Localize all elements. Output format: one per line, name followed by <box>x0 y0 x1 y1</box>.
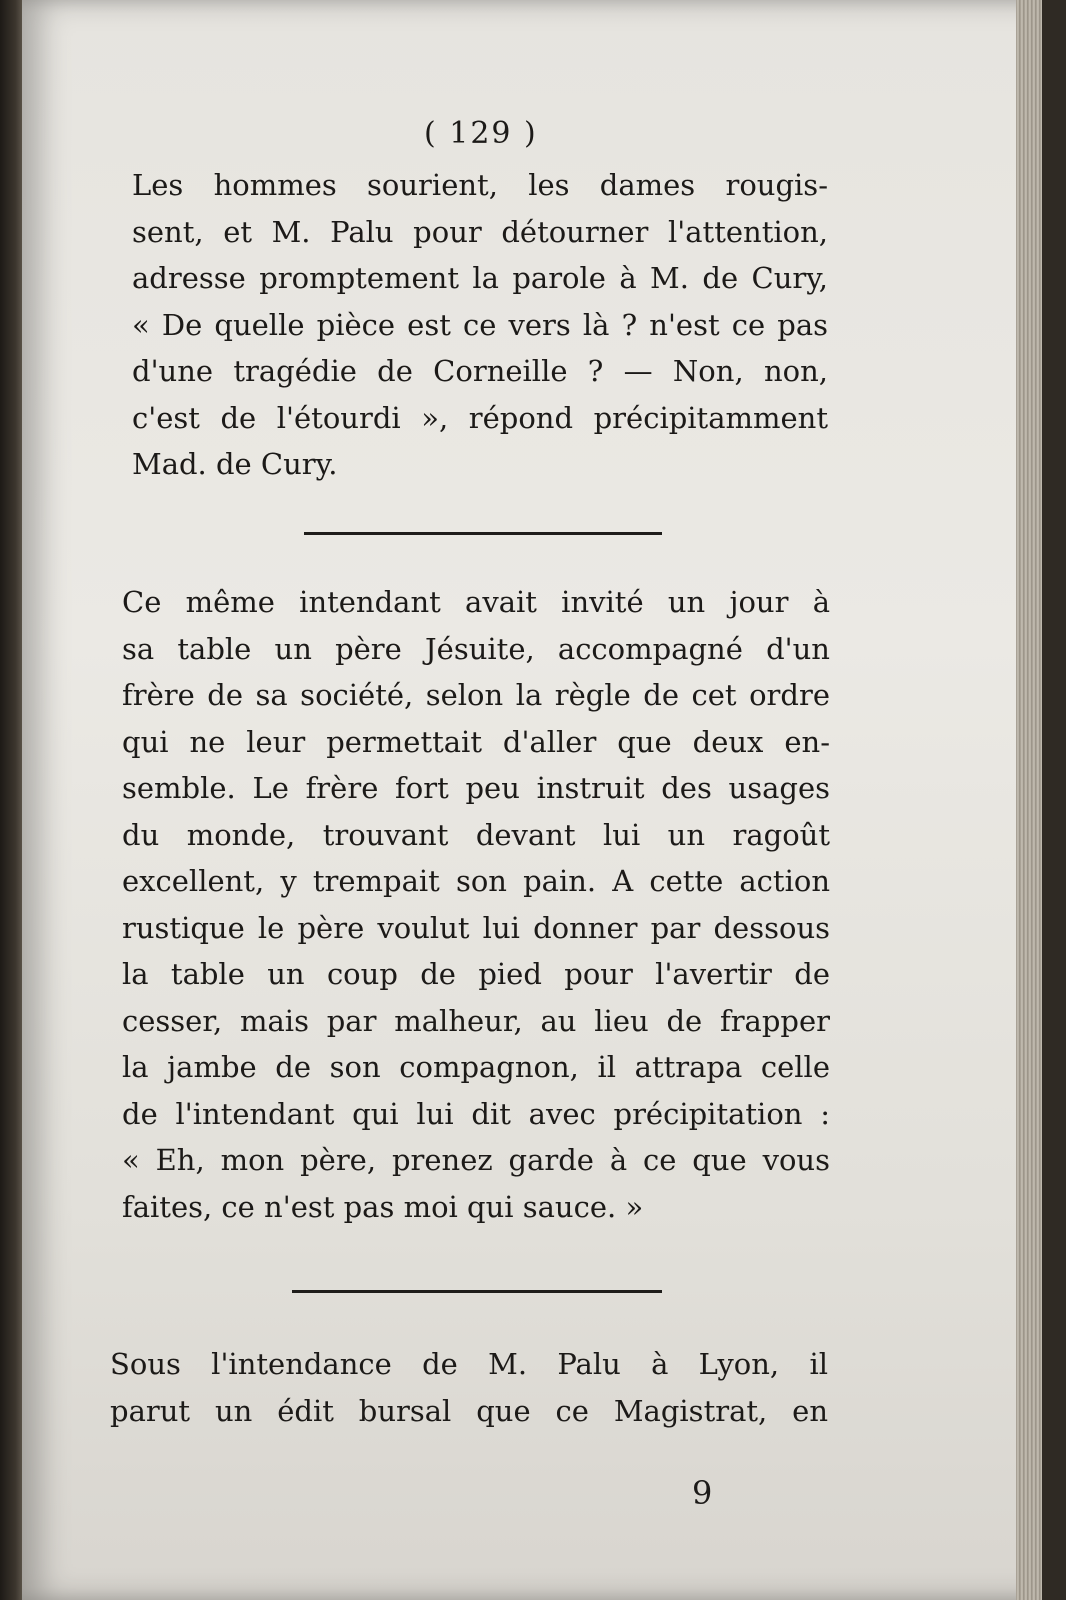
page-edges <box>1016 0 1042 1600</box>
text-line: « De quelle pièce est ce vers là ? n'est ce pas <box>132 307 828 342</box>
text-line: Les hommes sourient, les dames rougis- <box>132 168 828 202</box>
text-line: frère de sa société, selon la règle de cet ordre <box>122 678 830 712</box>
text-line: c'est de l'étourdi », répond précipitamment <box>132 400 828 435</box>
text-line: sa table un père Jésuite, accompagné d'un <box>122 631 830 666</box>
text-line: excellent, y trempait son pain. A cette action <box>122 864 830 898</box>
section-divider <box>292 1290 662 1293</box>
text-line: Ce même intendant avait invité un jour à <box>122 585 830 619</box>
text-line: d'une tragédie de Corneille ? — Non, non, <box>132 354 828 388</box>
paragraph-2 <box>122 579 830 1230</box>
paragraph-3 <box>110 1341 828 1434</box>
text-line: rustique le père voulut lui donner par dessous <box>122 910 830 945</box>
text-line: de l'intendant qui lui dit avec précipitation : <box>122 1096 830 1131</box>
text-line: adresse promptement la parole à M. de Cury, <box>132 261 828 295</box>
text-line: Mad. de Cury. <box>132 447 338 481</box>
text-line: Sous l'intendance de M. Palu à Lyon, il <box>110 1347 828 1381</box>
signature-mark: 9 <box>692 1474 713 1512</box>
page-number: ( 129 ) <box>424 116 538 151</box>
text-line: faites, ce n'est pas moi qui sauce. » <box>122 1189 644 1224</box>
paragraph-1 <box>132 162 828 488</box>
section-divider <box>304 532 662 535</box>
text-line: qui ne leur permettait d'aller que deux en- <box>122 724 830 759</box>
text-line: du monde, trouvant devant lui un ragoût <box>122 817 830 852</box>
text-line: semble. Le frère fort peu instruit des usages <box>122 771 830 805</box>
text-line: cesser, mais par malheur, au lieu de frapper <box>122 1003 830 1038</box>
text-line: sent, et M. Palu pour détourner l'attention, <box>132 214 828 249</box>
text-line: parut un édit bursal que ce Magistrat, en <box>110 1393 828 1428</box>
text-line: la table un coup de pied pour l'avertir de <box>122 957 830 991</box>
text-line: « Eh, mon père, prenez garde à ce que vous <box>122 1143 830 1177</box>
text-line: la jambe de son compagnon, il attrapa celle <box>122 1050 830 1084</box>
